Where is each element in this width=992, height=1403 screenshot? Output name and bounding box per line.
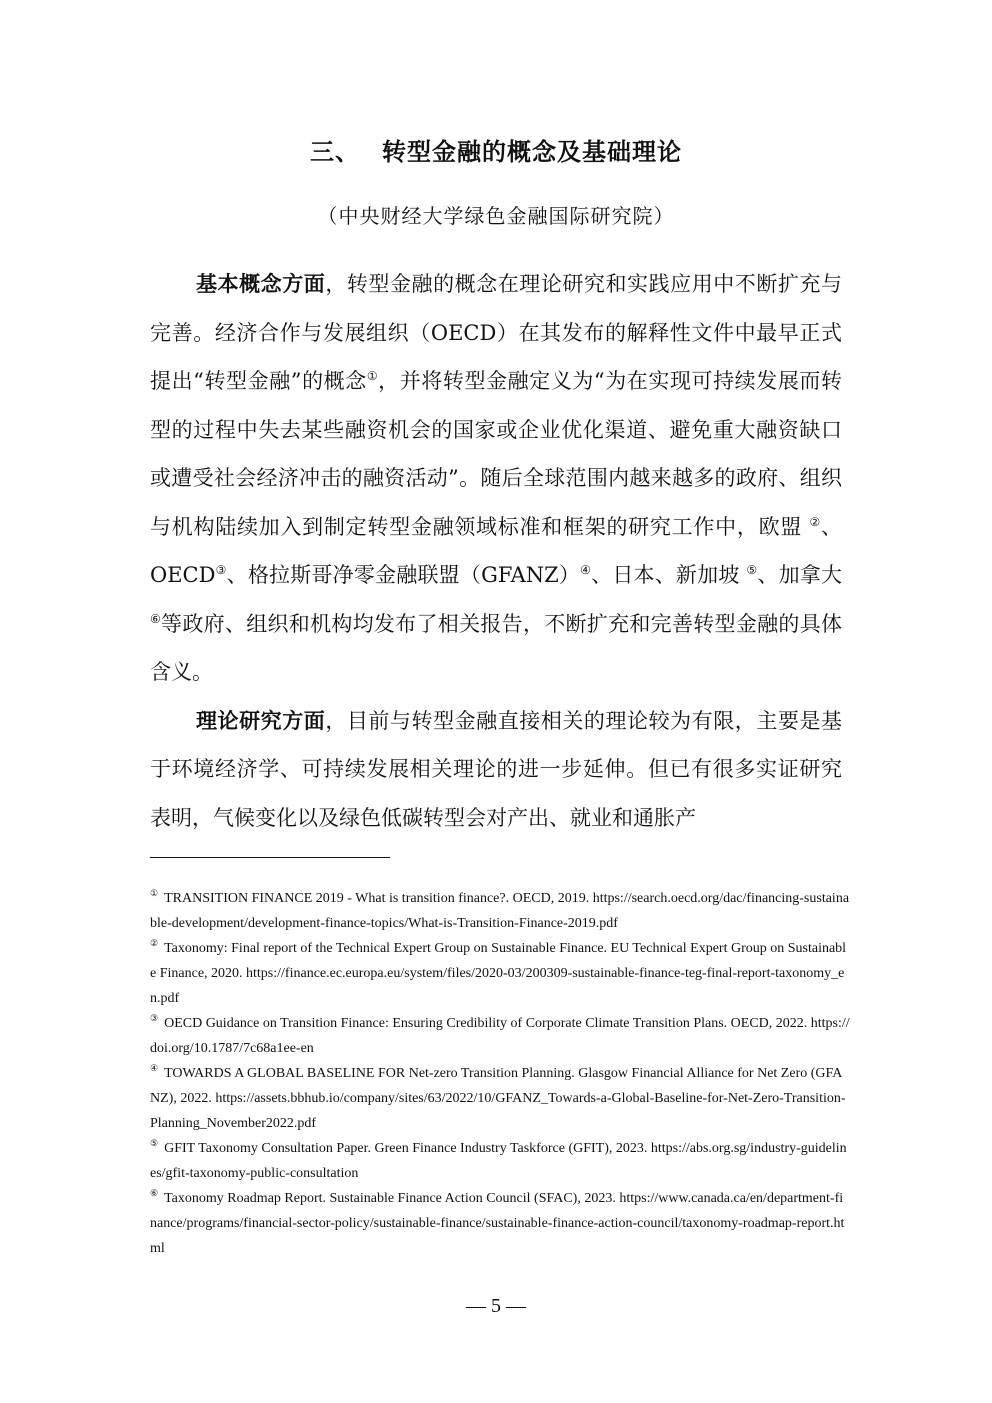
footnote-ref: ④ (580, 563, 592, 577)
footnote (150, 936, 850, 1011)
body-paragraph (150, 260, 842, 697)
footnote-text: Taxonomy: Final report of the Technical Expert Group on Sustainable Finance. EU Technical Expert Group on Sustainable Finance, 2020. https://finance.ec.europa.eu/system/files/2020-03/200309-sustainable-finance-teg-final-report-taxonomy_en.pdf (150, 941, 847, 1006)
body-paragraph (150, 697, 842, 843)
footnote-text: Taxonomy Roadmap Report. Sustainable Finance Action Council (SFAC), 2023. https://www.canada.ca/en/department-finance/programs/financial-sector-policy/sustainable-finance/sustainable-finance-action-council/taxonomy-roadmap-report.html (150, 1191, 845, 1256)
paragraph-text: ，目前与转型金融直接相关的理论较为有限，主要是基于环境经济学、可持续发展相关理论的进一步延伸。但已有很多实证研究表明，气候变化以及绿色低碳转型会对产出、就业和通胀产 (150, 708, 842, 830)
footnote-text: TOWARDS A GLOBAL BASELINE FOR Net-zero Transition Planning. Glasgow Financial Alliance for Net Zero (GFANZ), 2022. https://assets.bbhub.io/company/sites/63/2022/10/GFANZ_Towards-a-Global-Baseline-for-Net-Zero-Transition-Planning_November2022.pdf (150, 1066, 846, 1131)
author-affiliation: （中央财经大学绿色金融国际研究院） (317, 204, 675, 228)
footnote-text: GFIT Taxonomy Consultation Paper. Green Finance Industry Taskforce (GFIT), 2023. https://abs.org.sg/industry-guidelines/gfit-taxonomy-public-consultation (150, 1141, 847, 1181)
page-number: — 5 — (466, 1295, 526, 1317)
paragraph-text: 、加拿大 (757, 563, 843, 587)
footnote (150, 1136, 850, 1186)
footnote-ref: ③ (215, 563, 227, 577)
paragraph-text: 、OECD (150, 514, 842, 587)
footnotes (150, 886, 850, 1261)
footnote (150, 1011, 850, 1061)
footnote-mark: ③ (150, 1013, 159, 1024)
footnote (150, 886, 850, 936)
footnote-ref: ① (366, 369, 379, 383)
paragraph-text: ，转型金融的概念在理论研究和实践应用中不断扩充与完善。经济合作与发展组织（OECD）在其发布的解释性文件中最早正式提出“转型金融”的概念 (150, 272, 842, 393)
footnote (150, 1186, 850, 1261)
footnote-ref: ⑥ (150, 611, 162, 626)
section-title-text: 转型金融的概念及基础理论 (382, 138, 682, 166)
body-text (150, 260, 842, 842)
paragraph-text: 、日本、新加坡 (591, 563, 747, 587)
footnote-mark: ⑤ (150, 1138, 159, 1149)
paragraph-text: 、格拉斯哥净零金融联盟（GFANZ） (226, 563, 581, 587)
paragraph-lead: 理论研究方面 (196, 708, 326, 733)
paragraph-text: 等政府、组织和机构均发布了相关报告，不断扩充和完善转型金融的具体含义。 (150, 611, 842, 684)
paragraph-lead: 基本概念方面 (196, 272, 326, 296)
footnote-mark: ④ (150, 1063, 159, 1074)
section-title (0, 132, 992, 167)
footnote-mark: ② (150, 938, 159, 949)
footnote (150, 1061, 850, 1136)
footnote-text: TRANSITION FINANCE 2019 - What is transition finance?. OECD, 2019. https://search.oecd.org/dac/financing-sustainable-development/development-finance-topics/What-is-Transition-Finance-2019.pdf (150, 891, 850, 931)
footnote-ref: ② (809, 514, 821, 529)
footnote-ref: ⑤ (746, 563, 758, 577)
footnote-separator (150, 857, 390, 858)
footnote-mark: ① (150, 888, 159, 899)
paragraph-text: ，并将转型金融定义为“为在实现可持续发展而转型的过程中失去某些融资机会的国家或企业优化渠道、避免重大融资缺口或遭受社会经济冲击的融资活动”。随后全球范围内越来越多的政府、组织与机构陆续加入到制定转型金融领域标准和框架的研究工作中，欧盟 (150, 369, 842, 539)
footnote-text: OECD Guidance on Transition Finance: Ensuring Credibility of Corporate Climate Transition Plans. OECD, 2022. https://doi.org/10.1787/7c68a1ee-en (150, 1016, 850, 1056)
footnote-mark: ⑥ (150, 1188, 159, 1199)
section-number: 三、 (310, 138, 360, 166)
